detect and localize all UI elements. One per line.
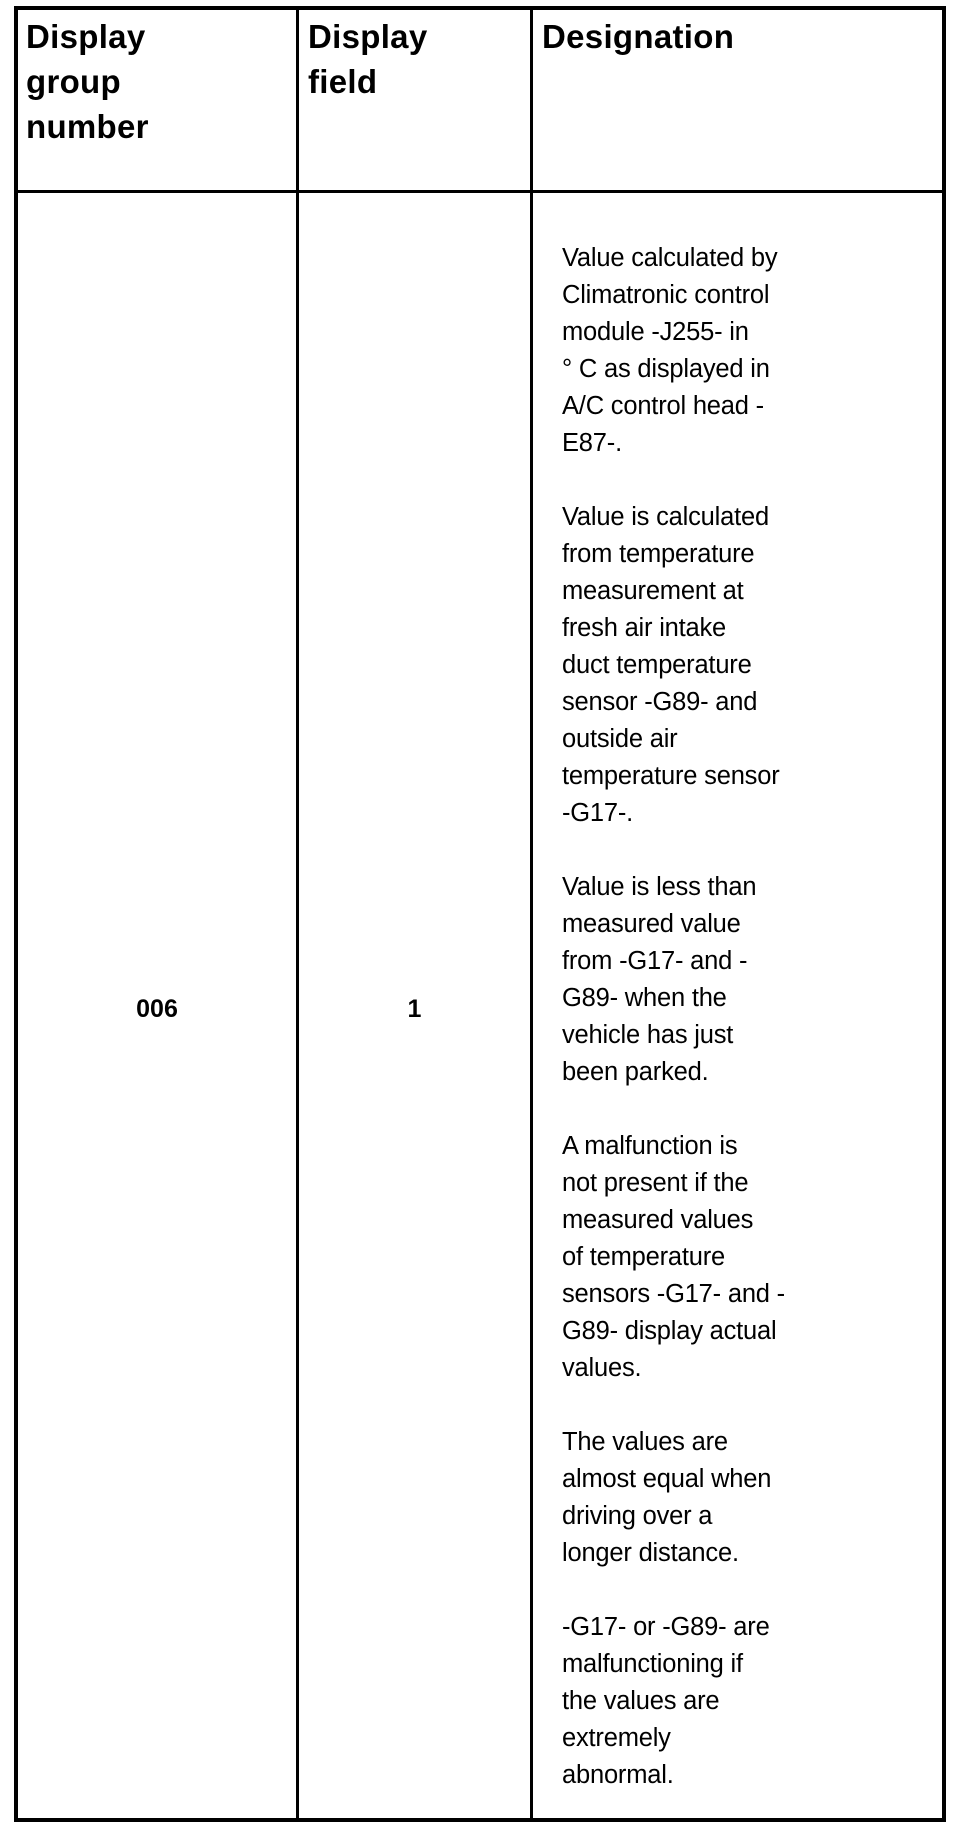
header-display-group-number bbox=[26, 14, 286, 149]
cell-designation bbox=[562, 240, 852, 1794]
header-display-field bbox=[308, 14, 528, 104]
data-table bbox=[14, 6, 946, 1822]
designation-paragraph: The values are almost equal when driving over a longer distance. bbox=[562, 1428, 772, 1567]
designation-paragraph: Value is less than measured value from -G17- and - G89- when the vehicle has just been parked. bbox=[562, 873, 757, 1086]
designation-paragraph: Value calculated by Climatronic control module -J255- in ° C as displayed in A/C control head - E87-. bbox=[562, 244, 778, 457]
column-divider-2 bbox=[530, 10, 533, 1818]
cell-group-number: 006 bbox=[136, 995, 178, 1023]
header-text-line: Display bbox=[308, 18, 428, 55]
header-text-line: Display bbox=[26, 18, 146, 55]
header-text-line: Designation bbox=[542, 18, 735, 55]
cell-display-field: 1 bbox=[407, 995, 422, 1023]
designation-paragraph: A malfunction is not present if the measured values of temperature sensors -G17- and - G89- display actual values. bbox=[562, 1132, 785, 1382]
header-text-line: group bbox=[26, 63, 121, 100]
designation-paragraph: Value is calculated from temperature measurement at fresh air intake duct temperature sensor -G89- and outside air temperature sensor -G17-. bbox=[562, 503, 780, 827]
designation-paragraph: -G17- or -G89- are malfunctioning if the values are extremely abnormal. bbox=[562, 1613, 770, 1789]
column-divider-1 bbox=[296, 10, 299, 1818]
header-text-line: field bbox=[308, 63, 378, 100]
header-divider bbox=[18, 190, 942, 193]
header-text-line: number bbox=[26, 108, 149, 145]
header-designation bbox=[542, 14, 942, 59]
